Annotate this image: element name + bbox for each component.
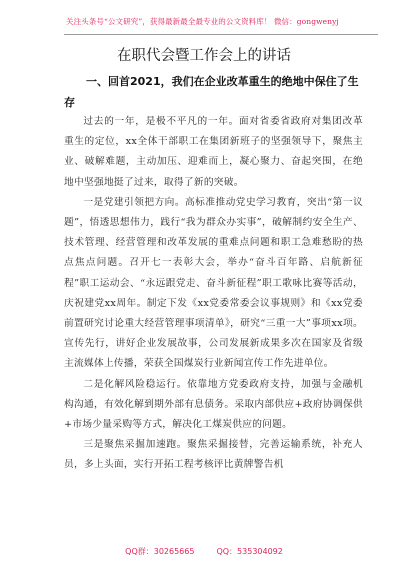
paragraph: 三是聚焦采掘加速跑。聚焦采掘接替，完善运输系统，补充人员，多上头面，实行开拓工程考核评比黄牌警告机 xyxy=(64,439,363,471)
header-promo-note: 关注头条号“公文研究”，获得最新最全最专业的公文资料库！ 微信：gongwenyj xyxy=(66,17,339,26)
footer-contact xyxy=(0,546,408,557)
paragraph: 一是党建引领把方向。高标准推动党史学习教育，突出“第一议题”，悟透思想伟力，践行“我为群众办实事”，破解制约安全生产、技术管理、经营管理和改革发展的重难点问题和职工急难愁盼的热点焦点问题。召开七一表彰大会，举办“奋斗百年路、启航新征程”职工运动会、“永远跟党走、奋斗新征程”职工歌咏比赛等活动，庆祝建党xx周年。制定下发《xx党委常委会议事规则》和《xx党委前置研究讨论重大经营管理事项清单》，研究“三重一大”事项xx项。宣传先行，讲好企业发展故事，公司发展新成果多次在国家及省级主流媒体上传播，荣获全国煤炭行业新闻宣传工作先进单位。 xyxy=(64,196,363,370)
document-body xyxy=(64,112,363,476)
paragraph: 二是化解风险稳运行。依靠地方党委政府支持，加强与金融机构沟通，有效化解到期外部有息债务。采取内部供应+政府协调保供+市场少量采购等方式，解决化工煤炭供应的问题。 xyxy=(64,378,363,431)
footer-qq: QQ：535304092 xyxy=(216,547,283,556)
footer-qq-group: QQ群：30265665 xyxy=(125,547,195,556)
document-title: 在职代会暨工作会上的讲话 xyxy=(117,48,291,64)
header-divider xyxy=(64,34,378,35)
section-heading: 一、回首2021，我们在企业改革重生的绝地中保住了生存 xyxy=(64,75,359,109)
paragraph: 过去的一年，是极不平凡的一年。面对省委省政府对集团改革重生的定位，xx全体干部职工在集团新班子的坚强领导下，聚焦主业、破解难题，主动加压、迎难而上，凝心聚力、奋起突围，在绝地中坚强地挺了过来，取得了新的突破。 xyxy=(64,116,363,188)
